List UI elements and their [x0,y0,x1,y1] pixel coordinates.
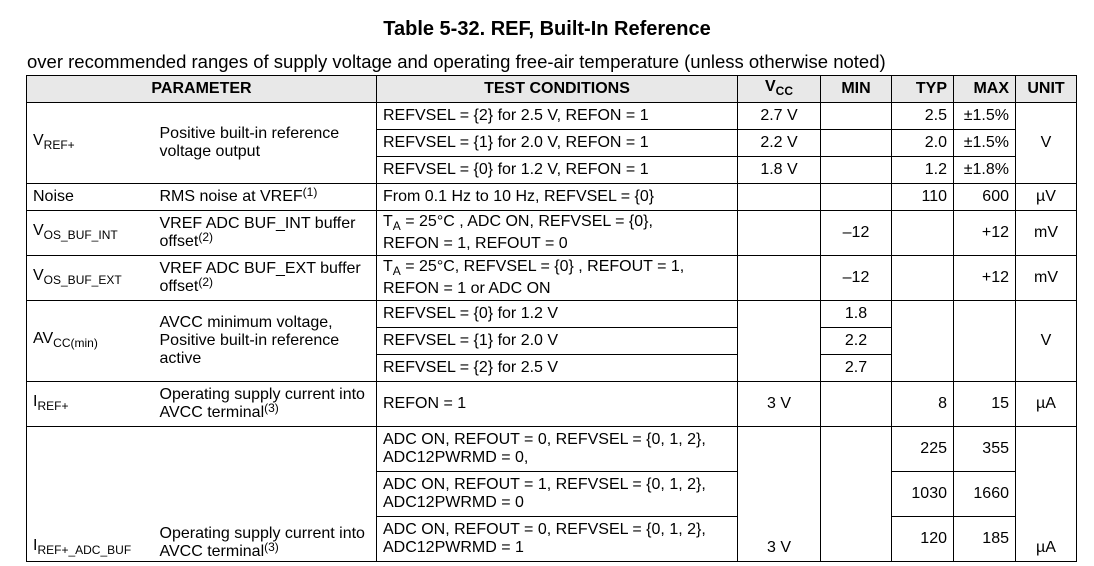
max-cell: +12 [954,256,1016,301]
header-row [27,76,1077,103]
unit-cell: V [1016,103,1077,184]
description-cell: RMS noise at VREF$^{(1)}$ [154,184,377,211]
symbol-cell: $V_{OS\_BUF\_EXT}$ [27,256,154,301]
max-cell: ±1.5% [954,103,1016,130]
description-cell: Operating supply current into AVCC terminal$^{(3)}$ [154,382,377,427]
header-vcc-main: V [764,77,776,95]
symbol-cell: $V_{OS\_BUF\_INT}$ [27,211,154,256]
typ-cell: 2.0 [892,130,954,157]
max-cell: 185 [954,517,1016,562]
table-subtitle: over recommended ranges of supply voltage and operating free-air temperature (unless otherwise noted) [27,51,886,72]
table-row [27,427,1077,472]
table-row [27,256,1077,301]
condition-cell: REFVSEL = {1} for 2.0 V [377,328,738,355]
typ-cell: 8 [892,382,954,427]
max-cell: 600 [954,184,1016,211]
max-cell: ±1.8% [954,157,1016,184]
unit-cell: µA [1016,382,1077,427]
max-cell: +12 [954,211,1016,256]
typ-cell: 120 [892,517,954,562]
min-cell [821,184,892,211]
condition-cell: REFVSEL = {0} for 1.2 V, REFON = 1 [377,157,738,184]
table-title: Table 5-32. REF, Built-In Reference [383,18,711,40]
symbol-cell: $V_{REF+}$ [27,103,154,184]
header-max: MAX [954,76,1016,103]
min-cell: 2.2 [821,328,892,355]
typ-cell: 1.2 [892,157,954,184]
condition-cell: ADC ON, REFOUT = 0, REFVSEL = {0, 1, 2}, ADC12PWRMD = 0, [377,427,738,472]
min-cell: 2.7 [821,355,892,382]
min-cell [821,103,892,130]
condition-cell: $T_A = 25^\circ C$, REFVSEL = {0} , REFOUT = 1, REFON = 1 or ADC ON [377,256,738,301]
header-vcc [738,76,821,103]
description-cell: VREF ADC BUF_INT buffer offset$^{(2)}$ [154,211,377,256]
condition-cell: From 0.1 Hz to 10 Hz, REFVSEL = {0} [377,184,738,211]
vcc-cell [738,256,821,301]
vcc-cell: 2.2 V [738,130,821,157]
min-cell [821,427,892,562]
header-vcc-sub: CC [775,84,793,99]
condition-cell: ADC ON, REFOUT = 1, REFVSEL = {0, 1, 2}, ADC12PWRMD = 0 [377,472,738,517]
min-cell [821,157,892,184]
header-min: MIN [821,76,892,103]
vcc-cell: 3 V [738,382,821,427]
condition-cell: $T_A = 25^\circ C$ , ADC ON, REFVSEL = {0}, REFON = 1, REFOUT = 0 [377,211,738,256]
condition-cell: REFON = 1 [377,382,738,427]
min-cell: –12 [821,211,892,256]
symbol-cell: $AV_{CC(min)}$ [27,301,154,382]
header-parameter: PARAMETER [27,76,377,103]
max-cell: 15 [954,382,1016,427]
description-cell: AVCC minimum voltage, Positive built-in reference active [154,301,377,382]
condition-cell: REFVSEL = {2} for 2.5 V [377,355,738,382]
condition-cell: REFVSEL = {1} for 2.0 V, REFON = 1 [377,130,738,157]
vcc-cell [738,301,821,382]
min-cell [821,382,892,427]
table-row [27,211,1077,256]
max-cell: 355 [954,427,1016,472]
table-row [27,301,1077,328]
unit-cell: mV [1016,256,1077,301]
header-test-conditions: TEST CONDITIONS [377,76,738,103]
typ-cell: 225 [892,427,954,472]
table-row [27,184,1077,211]
table-row [27,382,1077,427]
symbol-cell: $I_{REF+\_ADC\_BUF}$ [27,427,154,562]
typ-cell [892,301,954,382]
vcc-cell [738,184,821,211]
description-cell: Operating supply current into AVCC terminal$^{(3)}$ [154,427,377,562]
description-cell: VREF ADC BUF_EXT buffer offset$^{(2)}$ [154,256,377,301]
header-typ: TYP [892,76,954,103]
min-cell [821,130,892,157]
ref-table [26,75,1077,562]
unit-cell: V [1016,301,1077,382]
unit-cell: µA [1016,427,1077,562]
symbol-cell: $I_{REF+}$ [27,382,154,427]
min-cell: –12 [821,256,892,301]
typ-cell [892,256,954,301]
condition-cell: REFVSEL = {0} for 1.2 V [377,301,738,328]
max-cell: 1660 [954,472,1016,517]
min-cell: 1.8 [821,301,892,328]
description-cell: Positive built-in reference voltage output [154,103,377,184]
vcc-cell: 2.7 V [738,103,821,130]
table-row [27,103,1077,130]
vcc-cell: 3 V [738,427,821,562]
typ-cell: 1030 [892,472,954,517]
header-unit: UNIT [1016,76,1077,103]
typ-cell [892,211,954,256]
max-cell: ±1.5% [954,130,1016,157]
max-cell [954,301,1016,382]
condition-cell: REFVSEL = {2} for 2.5 V, REFON = 1 [377,103,738,130]
unit-cell: µV [1016,184,1077,211]
symbol-cell: Noise [27,184,154,211]
typ-cell: 2.5 [892,103,954,130]
typ-cell: 110 [892,184,954,211]
condition-cell: ADC ON, REFOUT = 0, REFVSEL = {0, 1, 2}, ADC12PWRMD = 1 [377,517,738,562]
unit-cell: mV [1016,211,1077,256]
vcc-cell [738,211,821,256]
vcc-cell: 1.8 V [738,157,821,184]
